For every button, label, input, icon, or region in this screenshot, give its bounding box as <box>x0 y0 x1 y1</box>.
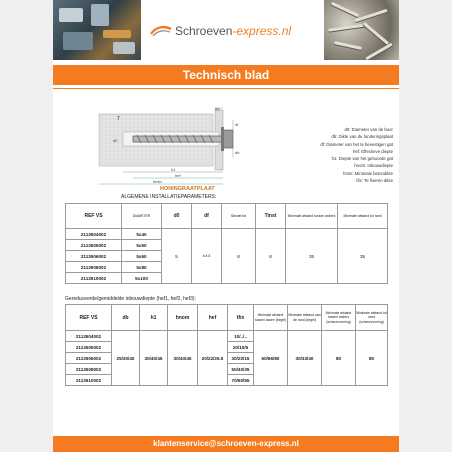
diagram-label-t: T <box>117 116 121 122</box>
embedment-table <box>65 304 388 386</box>
tfix-cell: 50/40/35 <box>228 364 254 375</box>
install-parameters-table <box>65 203 388 284</box>
col-header: hef <box>198 305 228 331</box>
diameter-cell: 5x60 <box>122 251 162 262</box>
edge-spacing-cell: 30/33/40 <box>288 331 322 386</box>
ref-cell: 2113508002 <box>66 364 112 375</box>
crack-spacing-cell: 80 <box>322 331 356 386</box>
col-header: Minimale afstand tussen assen (kegel) <box>254 305 288 331</box>
col-header: Minimale afstand tot rand (scheurvorming) <box>356 305 388 331</box>
legend-item: d0: Diameter van de boor <box>344 127 393 132</box>
hef-cell: 20/22/26.5 <box>198 331 228 386</box>
logo-swoosh-icon <box>150 25 172 37</box>
ref-cell: 2113505002 <box>66 240 122 251</box>
legend-item: hmin: Minimale betondikte <box>343 170 393 176</box>
table-header-row <box>66 204 388 229</box>
legend-item: hnom: Inbouwdiepte <box>354 163 393 169</box>
col-header: Minimale afstand aan de rand (kegel) <box>288 305 322 331</box>
tfix-cell: 20/10/5 <box>228 342 254 353</box>
ref-cell: 2113504002 <box>66 331 112 342</box>
d0-cell: 5 <box>162 229 192 284</box>
ref-cell: 2113510002 <box>66 273 122 284</box>
ref-cell: 2113506002 <box>66 353 112 364</box>
table-header-row <box>66 305 388 331</box>
col-header: Minimale afstand tot rand <box>338 204 388 229</box>
divider <box>53 88 399 89</box>
diagram-label-hmin: hmin <box>153 179 162 184</box>
logo-text: Schroeven-express.nl <box>175 24 292 38</box>
col-header: Minimale afstand tussen ankers (scheurvorming) <box>322 305 356 331</box>
df-cell: 6 à 8 <box>192 229 222 284</box>
col-header: tfix <box>228 305 254 331</box>
min-edge-cell: 35 <box>338 229 388 284</box>
diagram-label-hef: hef <box>175 173 181 178</box>
col-header: Tinst <box>256 204 286 229</box>
honeycomb-label: HONINGRAATPLAAT <box>160 186 215 192</box>
tfix-cell: 10/../.. <box>228 331 254 342</box>
ref-cell: 2113510002 <box>66 375 112 386</box>
diagram-label-d0: d0 <box>113 138 118 143</box>
col-header: hnom <box>168 305 198 331</box>
min-spacing-cell: 35 <box>286 229 338 284</box>
legend-item: df: Diameter van het te bevestigen gat <box>320 141 393 147</box>
diagram-label-h1: h1 <box>171 167 176 172</box>
diagram-label-df: df <box>235 122 239 127</box>
table-row <box>66 229 388 240</box>
h1-cell: 30/40/45 <box>140 331 168 386</box>
col-header: h1 <box>140 305 168 331</box>
diagram-label-db: db <box>235 150 240 155</box>
col-header: Steutel tot <box>222 204 256 229</box>
legend-item: h1: Diepte van het geboorde gat <box>331 156 393 162</box>
db-cell: 25/30/40 <box>112 331 140 386</box>
table-row <box>66 331 388 342</box>
diameter-cell: 5x80 <box>122 262 162 273</box>
embedment-caption: Gereduceerde/gemiddelde inbouwdiepte (hef1, hef2, hef3): <box>65 296 196 302</box>
col-header: REF VS <box>66 204 122 229</box>
col-header: d0 <box>162 204 192 229</box>
dimension-legend <box>263 126 393 184</box>
legend-item: db: Dikte van de funderingsplaat <box>331 134 393 140</box>
ref-cell: 2113508002 <box>66 262 122 273</box>
key-cell: 8 <box>222 229 256 284</box>
tools-photo <box>53 0 141 60</box>
logo[interactable] <box>141 0 324 60</box>
tfix-cell: 30/20/15 <box>228 353 254 364</box>
ref-cell: 2113505002 <box>66 342 112 353</box>
datasheet-page <box>53 0 399 452</box>
tfix-cell: 70/60/55 <box>228 375 254 386</box>
header-banner <box>53 0 399 60</box>
axis-spacing-cell: 60/66/80 <box>254 331 288 386</box>
col-header: Minimale afstand tussen ankers <box>286 204 338 229</box>
screws-photo <box>324 0 399 60</box>
tinst-cell: 8 <box>256 229 286 284</box>
col-header: REF VS <box>66 305 112 331</box>
legend-item: tfix: Te fixeren dikte <box>356 178 393 184</box>
diameter-cell: 5x100 <box>122 273 162 284</box>
col-header: DIAMETER <box>122 204 162 229</box>
col-header: df <box>192 204 222 229</box>
ref-cell: 2113506002 <box>66 251 122 262</box>
install-caption: ALGEMENE INSTALLATIEPARAMETERS: <box>121 194 217 200</box>
diagram-label-tfix: tfix <box>215 106 221 112</box>
crack-edge-cell: 80 <box>356 331 388 386</box>
diameter-cell: 5x40 <box>122 229 162 240</box>
legend-item: hef: Effectieve diepte <box>352 148 393 154</box>
col-header: db <box>112 305 140 331</box>
diameter-cell: 5x50 <box>122 240 162 251</box>
ref-cell: 2113504002 <box>66 229 122 240</box>
page-title: Technisch blad <box>182 68 270 82</box>
footer-email-link[interactable]: klantenservice@schroeven-express.nl <box>153 439 299 448</box>
hnom-cell: 30/40/45 <box>168 331 198 386</box>
